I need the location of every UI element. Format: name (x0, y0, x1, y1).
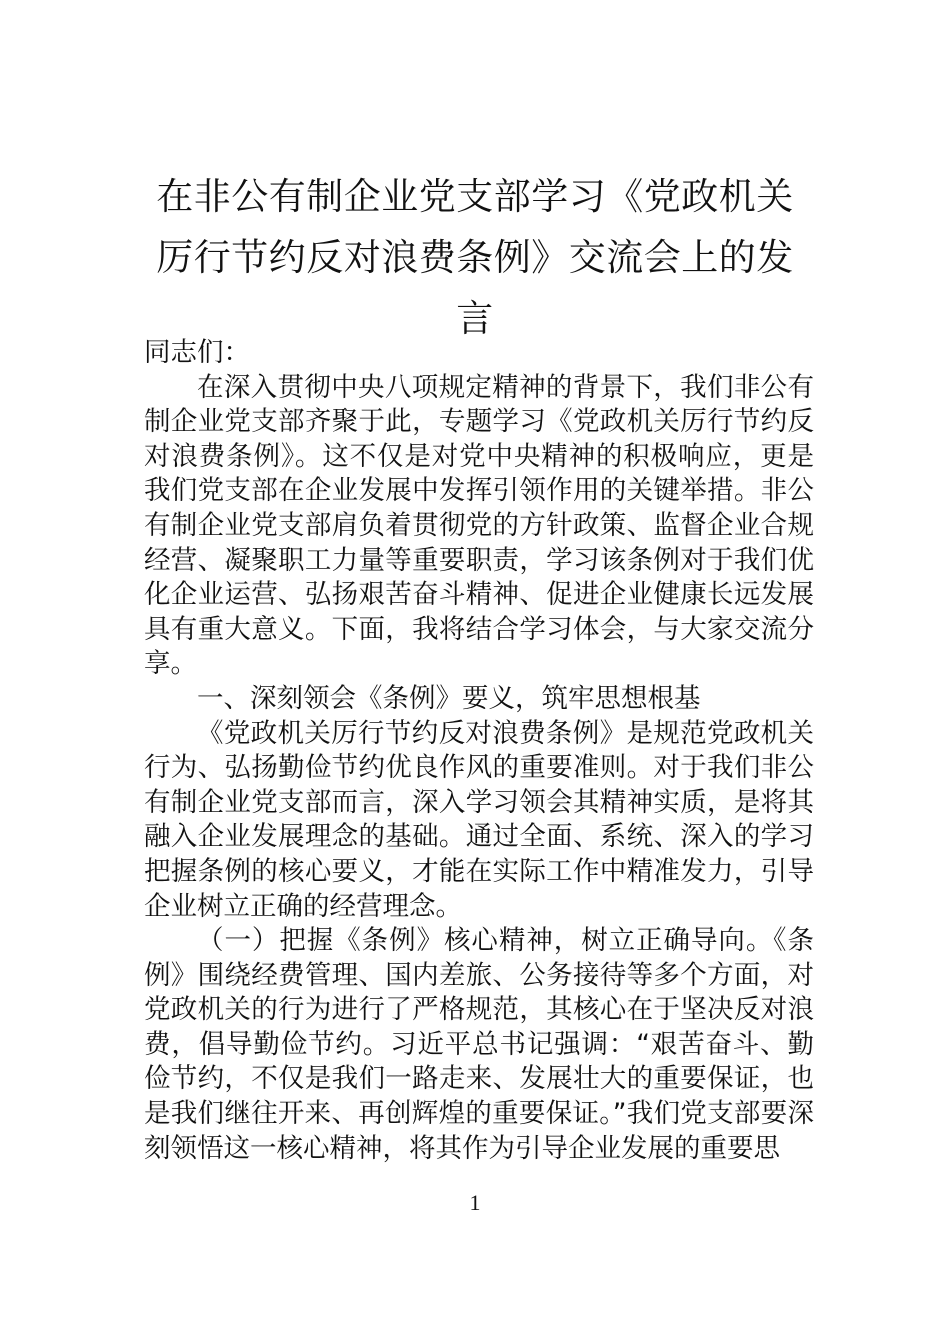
section-heading-1: 一、深刻领会《条例》要义，筑牢思想根基 (197, 682, 701, 714)
page-number: 1 (469, 1190, 481, 1215)
paragraph-section-1: 《党政机关厉行节约反对浪费条例》是规范党政机关行为、弘扬勤俭节约优良作风的重要准则。对于我们非公有制企业党支部而言，深入学习领会其精神实质，是将其融入企业发展理念的基础。通过全面、系统、深入的学习把握条例的核心要义，才能在实际工作中精准发力，引导企业树立正确的经营理念。 (144, 717, 814, 922)
document-body (144, 336, 814, 1166)
paragraph-intro: 在深入贯彻中央八项规定精神的背景下，我们非公有制企业党支部齐聚于此，专题学习《党政机关厉行节约反对浪费条例》。这不仅是对党中央精神的积极响应，更是我们党支部在企业发展中发挥引领作用的关键举措。非公有制企业党支部肩负着贯彻党的方针政策、监督企业合规经营、凝聚职工力量等重要职责，学习该条例对于我们优化企业运营、弘扬艰苦奋斗精神、促进企业健康长远发展具有重大意义。下面，我将结合学习体会，与大家交流分享。 (144, 371, 814, 680)
paragraph-subsection-1: （一）把握《条例》核心精神，树立正确导向。《条例》围绕经费管理、国内差旅、公务接待等多个方面，对党政机关的行为进行了严格规范，其核心在于坚决反对浪费，倡导勤俭节约。习近平总书记强调：“艰苦奋斗、勤俭节约，不仅是我们一路走来、发展壮大的重要保证，也是我们继往开来、再创辉煌的重要保证。”我们党支部要深刻领悟这一核心精神，将其作为引导企业发展的重要思 (144, 925, 814, 1164)
document-title: 在非公有制企业党支部学习《党政机关厉行节约反对浪费条例》交流会上的发言 (156, 175, 794, 340)
salutation: 同志们： (144, 337, 250, 368)
